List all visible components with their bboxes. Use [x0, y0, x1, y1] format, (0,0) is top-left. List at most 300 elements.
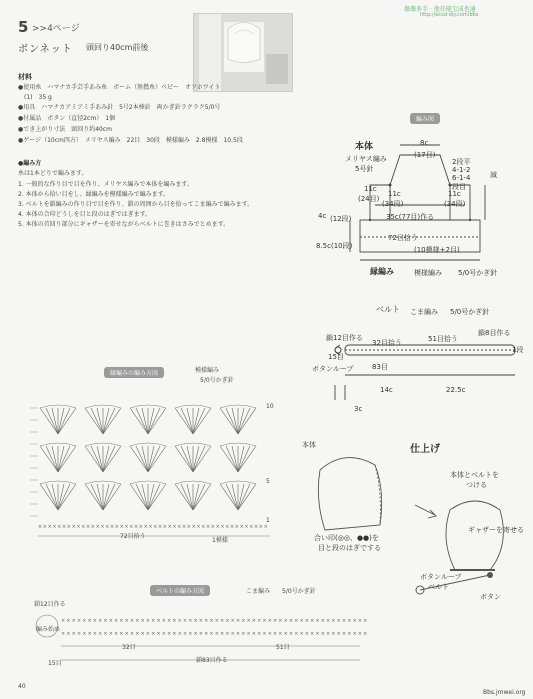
edge-chart-diagram [30, 388, 280, 548]
fan-arc-mark [175, 405, 211, 408]
fan-stitch-mark [58, 484, 70, 510]
watermark-url[interactable]: http://ecsd-diy.com/bbs [420, 12, 479, 18]
finishing-gather-note: ギャザーを寄せる [468, 526, 524, 534]
belt-stitch-mark: × [172, 618, 177, 624]
belt-stitch-mark: × [161, 618, 166, 624]
finishing-belt: ベルト [428, 583, 449, 591]
belt-stitch-mark: × [251, 618, 257, 624]
belt-stitch-mark: × [304, 631, 310, 637]
side-height: 11c [364, 185, 377, 193]
finishing-joint-2: 目と段のはぎでする [318, 544, 381, 552]
materials-line: ●用具 ハマナカアミアミ手あみ針 5号2本棒針 両かぎ針ラクラク5/0号 [18, 104, 221, 111]
fan-arc-mark [220, 405, 256, 408]
belt-chart-title: ベルトの編み方図 [150, 585, 210, 596]
method-heading: ●編み方 [18, 160, 42, 167]
fan-arc-mark [175, 443, 211, 446]
belt-stitch-mark: × [119, 618, 124, 624]
belt-stitch-mark: × [241, 631, 246, 637]
fan-stitch-mark [181, 484, 193, 510]
fan-stitch-mark [148, 484, 160, 510]
belt-stitch-mark: × [331, 618, 336, 624]
page-subtitle: 頭回り40cm前後 [86, 43, 149, 52]
materials-line: ●付属品 ボタン（直径2cm） 1個 [18, 115, 116, 122]
method-line: 2. 本体から拾い目をし、縁編みを模様編みで編みます。 [18, 191, 170, 198]
belt-stitch-mark: × [262, 631, 267, 637]
belt-stitch-mark: × [352, 631, 357, 637]
chain-stitch-mark: × [162, 524, 168, 530]
chain-stitch-mark: × [110, 524, 115, 530]
chain-stitch-mark: × [86, 524, 91, 530]
fan-stitch-mark [148, 446, 160, 472]
belt-stitch-mark: × [167, 618, 172, 624]
body-label: 本体 [355, 142, 374, 152]
belt-chart-loop: 編み始め [36, 626, 61, 633]
belt-stitch-mark: × [257, 631, 262, 637]
edge-chart-unit: 1模様 [212, 537, 228, 544]
fan-arc-mark [85, 443, 121, 446]
belt-stitch-mark: × [98, 631, 103, 637]
chain-stitch-mark: × [244, 524, 249, 530]
belt-stitch-mark: × [220, 631, 225, 637]
belt-stitch-mark: × [182, 618, 188, 624]
method-line: 5. 本体の首回り部分にギャザーを寄せながらベルトに巻きはさみでとめます。 [18, 221, 230, 228]
belt-stitch-mark: × [299, 631, 304, 637]
belt-stitch-mark: × [225, 618, 230, 624]
belt-stitch-mark: × [114, 631, 119, 637]
edge-pattern-count: (10模様+2目) [414, 246, 460, 254]
watermark-text: 薇薇多手 · 他佳能宝成也通 [404, 6, 476, 13]
edge-chart-row-5: 5 [266, 478, 270, 485]
fan-stitch-mark [103, 484, 115, 510]
belt-stitch-mark: × [267, 618, 272, 624]
belt-stitch-mark: × [341, 631, 347, 637]
fan-stitch-mark [58, 446, 70, 472]
edge-chart-pickup: 72目拾う [120, 533, 146, 540]
fan-stitch-mark [103, 408, 115, 434]
finishing-heading: 仕上げ [410, 444, 440, 455]
chain-stitch-mark: × [196, 524, 201, 530]
belt-stitch-mark: × [71, 631, 76, 637]
belt-stitch-mark: × [61, 631, 66, 637]
chain-stitch-mark: × [129, 524, 134, 530]
belt-stitch-mark: × [71, 618, 76, 624]
fan-arc-mark [130, 481, 166, 484]
belt-pickup-2: 51目拾う [428, 335, 458, 343]
belt-stitch-mark: × [251, 631, 257, 637]
belt-stitch-mark: × [320, 631, 325, 637]
belt-stitch-mark: × [214, 618, 219, 624]
fan-arc-mark [220, 481, 256, 484]
fan-stitch-mark [181, 408, 193, 434]
fan-stitch-mark [91, 446, 103, 472]
chain-stitch-mark: × [57, 524, 62, 530]
belt-stitch-mark: × [283, 618, 288, 624]
chain-stitch-mark: × [249, 524, 254, 530]
belt-stitch-mark: × [214, 631, 219, 637]
decrease-step: 6-1-4 [452, 174, 471, 182]
belt-chart-start: 鎖12目作る [34, 601, 66, 608]
fan-stitch-mark [238, 484, 250, 510]
belt-stitch-mark: × [299, 618, 304, 624]
finishing-note-1: 本体とベルトを [450, 471, 499, 479]
belt-stitch-mark: × [156, 618, 161, 624]
belt-stitch-mark: × [225, 631, 230, 637]
fan-arc-mark [85, 481, 121, 484]
fan-arc-mark [40, 405, 76, 408]
fan-stitch-mark [193, 484, 205, 510]
belt-stitch-mark: × [273, 631, 278, 637]
edge-chart-row-1: 1 [266, 517, 270, 524]
belt-stitch-mark: × [304, 618, 310, 624]
belt-stitch-mark: × [182, 631, 188, 637]
belt-stitch-mark: × [140, 618, 145, 624]
belt-stitch-mark: × [156, 631, 161, 637]
belt-chain-left: 鎖12目作る [326, 334, 363, 342]
belt-chart-c: 15目 [48, 660, 62, 667]
belt-stitch-mark: × [129, 631, 135, 637]
finishing-body-label: 本体 [302, 441, 316, 449]
belt-stitch-mark: × [124, 631, 129, 637]
belt-chain-right: 鎖8目作る [478, 329, 511, 337]
belt-stitch-mark: × [198, 618, 204, 624]
inner-rows: (34段) [382, 200, 404, 208]
belt-chart-stitch: こま編み [246, 588, 271, 595]
belt-stitch-mark: × [145, 618, 151, 624]
fan-stitch-mark [103, 446, 115, 472]
belt-stitch-mark: × [66, 618, 71, 624]
belt-stitch-mark: × [294, 618, 299, 624]
decrease-heading: 減 [490, 171, 497, 179]
belt-stitch-mark: × [204, 631, 209, 637]
belt-stitch-mark: × [82, 631, 87, 637]
body-needle-label: 5号針 [355, 165, 374, 173]
belt-needle: 5/0号かぎ針 [450, 308, 490, 316]
chain-stitch-mark: × [153, 524, 158, 530]
belt-stitch-mark: × [114, 618, 119, 624]
belt-stitch-mark: × [172, 631, 177, 637]
belt-stitch-mark: × [209, 618, 214, 624]
belt-stitch-mark: × [98, 618, 103, 624]
chain-stitch-mark: × [177, 524, 182, 530]
materials-line: (1) 35 g [18, 94, 52, 101]
chain-stitch-mark: × [148, 524, 153, 530]
fan-stitch-mark [148, 408, 160, 434]
belt-stitch-mark: × [167, 631, 172, 637]
chain-stitch-mark: × [47, 524, 52, 530]
fan-stitch-mark [91, 408, 103, 434]
belt-pickup-3: 15目 [328, 353, 344, 361]
bonnet-photo [193, 13, 293, 92]
right-height: 11c [448, 190, 461, 198]
side-rows: (24目) [358, 195, 380, 203]
belt-stitch-mark: × [129, 618, 135, 624]
belt-width-2: 22.5c [446, 386, 466, 394]
decrease-step: 4-1-2 [452, 166, 471, 174]
belt-stitch-mark: × [188, 618, 193, 624]
belt-stitch-mark: × [230, 618, 235, 624]
fan-arc-mark [130, 405, 166, 408]
chain-stitch-mark: × [172, 524, 177, 530]
fan-stitch-mark [226, 408, 238, 434]
chain-stitch-mark: × [66, 524, 72, 530]
fan-stitch-mark [136, 408, 148, 434]
belt-pickup-1: 32目拾う [372, 339, 402, 347]
belt-stitch-mark: × [326, 618, 331, 624]
belt-stitch-mark: × [363, 618, 368, 624]
chain-stitch-mark: × [258, 524, 264, 530]
materials-line: ●使用糸 ハマナカ手芸手あみ糸 ボーム（無撚糸）ベビー オフホワイト [18, 84, 221, 91]
chain-stitch-mark: × [114, 524, 120, 530]
finishing-joint-1: 合い印(◎◎、●●)を [314, 534, 379, 542]
pickup-label: 72目拾う [388, 234, 418, 242]
belt-stitch-mark: × [151, 631, 156, 637]
belt-stitch-mark: × [230, 631, 235, 637]
belt-stitch-mark: × [341, 618, 347, 624]
edge-needle-label: 5/0号かぎ針 [458, 269, 498, 277]
chain-stitch-mark: × [225, 524, 230, 530]
belt-stitch-mark: × [315, 631, 320, 637]
belt-stitch-mark: × [66, 631, 71, 637]
materials-heading: 材料 [18, 73, 32, 81]
belt-stitch-mark: × [61, 618, 66, 624]
belt-stitch-mark: × [92, 618, 98, 624]
belt-stitch-mark: × [235, 618, 241, 624]
belt-stitch-mark: × [76, 618, 82, 624]
belt-chart-needle: 5/0号かぎ針 [282, 588, 316, 595]
belt-stitch-mark: × [145, 631, 151, 637]
page-title: ボンネット [18, 44, 73, 55]
belt-stitch-mark: × [108, 618, 113, 624]
fan-stitch-mark [226, 446, 238, 472]
fan-stitch-mark [46, 408, 58, 434]
belt-label: ベルト [376, 305, 400, 314]
belt-stitch-mark: × [135, 631, 140, 637]
chain-stitch-mark: × [201, 524, 206, 530]
belt-stitch-mark: × [108, 631, 113, 637]
belt-stitch-mark: × [336, 618, 341, 624]
pattern-number: 5 [18, 18, 29, 36]
chain-stitch-mark: × [230, 524, 235, 530]
belt-stitch-mark: × [76, 631, 82, 637]
belt-stitch-mark: × [87, 631, 92, 637]
belt-chart-b: 51目 [276, 644, 290, 651]
belt-stitch-mark: × [288, 618, 294, 624]
belt-stitch-mark: × [310, 618, 315, 624]
chain-stitch-mark: × [119, 524, 124, 530]
edge-chart-pattern: 模様編み [195, 367, 220, 374]
belt-stitch-mark: × [87, 618, 92, 624]
fan-stitch-mark [193, 408, 205, 434]
fan-stitch-mark [136, 446, 148, 472]
left-rows: (12段) [330, 215, 352, 223]
belt-stitch-mark: × [315, 618, 320, 624]
fan-stitch-mark [238, 446, 250, 472]
belt-stitch-mark: × [177, 618, 182, 624]
belt-stitch-mark: × [140, 631, 145, 637]
belt-stitch-mark: × [310, 631, 315, 637]
chain-stitch-mark: × [38, 524, 43, 530]
fan-arc-mark [175, 481, 211, 484]
belt-stitch-mark: × [193, 618, 198, 624]
belt-stitch-mark: × [235, 631, 241, 637]
belt-stitch-mark: × [357, 618, 363, 624]
fan-stitch-mark [91, 484, 103, 510]
belt-stitch-mark: × [124, 618, 129, 624]
belt-stitch-mark: × [336, 631, 341, 637]
belt-stitch: こま編み [410, 308, 438, 316]
middle-width: 35c(77目)作る [386, 213, 435, 221]
belt-stitch-mark: × [278, 631, 283, 637]
chain-stitch-mark: × [62, 524, 67, 530]
chain-stitch-mark: × [239, 524, 244, 530]
fan-arc-mark [85, 405, 121, 408]
belt-stitch-mark: × [204, 618, 209, 624]
fan-stitch-mark [238, 408, 250, 434]
chain-stitch-mark: × [81, 524, 86, 530]
fan-stitch-mark [136, 484, 148, 510]
right-rows: (34段) [444, 200, 466, 208]
belt-stitch-mark: × [198, 631, 204, 637]
belt-stitch-mark: × [283, 631, 288, 637]
belt-stitch-mark: × [188, 631, 193, 637]
belt-stitch-mark: × [331, 631, 336, 637]
chain-stitch-mark: × [138, 524, 144, 530]
decrease-label: 2段平 [452, 158, 471, 166]
belt-stitch-mark: × [241, 618, 246, 624]
belt-stitch-mark: × [103, 618, 108, 624]
belt-stitch-mark: × [151, 618, 156, 624]
chain-stitch-mark: × [215, 524, 220, 530]
method-line: 糸は1本どりで編みます。 [18, 170, 88, 177]
finishing-button: ボタン [480, 593, 501, 601]
chain-stitch-mark: × [234, 524, 240, 530]
chain-stitch-mark: × [42, 524, 48, 530]
finishing-button-loop: ボタンループ [420, 573, 462, 581]
chain-stitch-mark: × [105, 524, 110, 530]
belt-stitch-mark: × [363, 631, 368, 637]
edge-pattern-label: 模様編み [414, 269, 442, 277]
belt-chart-d: 鎖83目作る [196, 657, 228, 664]
belt-stitch-mark: × [347, 618, 352, 624]
belt-stitch-mark: × [347, 631, 352, 637]
top-stitches: (17目) [414, 151, 436, 159]
belt-stitch-mark: × [119, 631, 124, 637]
belt-stitch-mark: × [246, 618, 251, 624]
chain-stitch-mark: × [158, 524, 163, 530]
fan-arc-mark [220, 443, 256, 446]
belt-stitch-mark: × [357, 631, 363, 637]
chain-stitch-mark: × [134, 524, 139, 530]
belt-stitch-mark: × [209, 631, 214, 637]
belt-stitch-mark: × [177, 631, 182, 637]
belt-stitch-mark: × [161, 631, 166, 637]
belt-stitch-mark: × [288, 631, 294, 637]
decrease-step: 段目 [452, 183, 466, 191]
fan-stitch-mark [181, 446, 193, 472]
belt-stitch-mark: × [326, 631, 331, 637]
finishing-note-2: つける [466, 481, 487, 489]
footer-site[interactable]: Bbs.jmwei.org [483, 689, 526, 696]
edge-chart-needle: 5/0号かぎ針 [200, 377, 234, 384]
belt-stitch-mark: × [262, 618, 267, 624]
chain-stitch-mark: × [52, 524, 57, 530]
belt-side-rows: 1段 [512, 346, 524, 354]
belt-stitch-mark: × [257, 618, 262, 624]
belt-stitch-mark: × [246, 631, 251, 637]
edge-label: 縁編み [370, 267, 394, 276]
belt-height: 3c [354, 405, 363, 413]
fan-stitch-mark [58, 408, 70, 434]
fan-stitch-mark [46, 446, 58, 472]
edge-chart-row-10: 10 [266, 403, 274, 410]
body-diagram [300, 125, 525, 285]
materials-line: ●でき上がり寸法 頭回り約40cm [18, 126, 113, 133]
body-stitch-label: メリヤス編み [345, 155, 387, 163]
chain-stitch-mark: × [90, 524, 96, 530]
belt-stitch-mark: × [92, 631, 98, 637]
chain-stitch-mark: × [167, 524, 172, 530]
chain-stitch-mark: × [220, 524, 225, 530]
edge-chart-title: 縁編みの編み方図 [104, 367, 164, 378]
belt-chart-diagram [25, 608, 368, 668]
belt-pickup-4: 83目 [372, 363, 388, 371]
belt-chart-a: 32目 [122, 644, 136, 651]
inner-height: 11c [388, 190, 401, 198]
top-width: 8c [420, 139, 429, 147]
left-height: 4c [318, 212, 327, 220]
belt-button-loop: ボタンループ [312, 365, 354, 373]
diagram-label: 編み図 [410, 113, 440, 124]
fan-stitch-mark [46, 484, 58, 510]
fan-stitch-mark [193, 446, 205, 472]
materials-line: ●ゲージ（10cm四方） メリヤス編み 22目 30段 模様編み 2.8模様 10.5段 [18, 137, 243, 144]
chain-stitch-mark: × [71, 524, 76, 530]
chain-stitch-mark: × [76, 524, 81, 530]
belt-stitch-mark: × [320, 618, 325, 624]
chain-stitch-mark: × [263, 524, 268, 530]
page-reference-link[interactable]: >>4ページ [32, 24, 80, 34]
method-line: 4. 本体の合印どうしを目と段のはぎではぎます。 [18, 211, 152, 218]
belt-stitch-mark: × [220, 618, 225, 624]
chain-stitch-mark: × [143, 524, 148, 530]
belt-stitch-mark: × [193, 631, 198, 637]
chain-stitch-mark: × [182, 524, 187, 530]
chain-stitch-mark: × [191, 524, 196, 530]
belt-stitch-mark: × [273, 618, 278, 624]
fan-stitch-mark [226, 484, 238, 510]
fan-arc-mark [130, 443, 166, 446]
belt-stitch-mark: × [294, 631, 299, 637]
page-number: 40 [18, 683, 26, 690]
belt-stitch-mark: × [135, 618, 140, 624]
chain-stitch-mark: × [210, 524, 216, 530]
method-line: 1. 一般的な作り目で目を作り、メリヤス編みで本体を編みます。 [18, 181, 193, 188]
belt-stitch-mark: × [267, 631, 272, 637]
chain-stitch-mark: × [124, 524, 129, 530]
fan-arc-mark [40, 481, 76, 484]
chain-stitch-mark: × [100, 524, 105, 530]
bonnet-photo-image [194, 14, 292, 91]
belt-stitch-mark: × [352, 618, 357, 624]
belt-stitch-mark: × [103, 631, 108, 637]
belt-stitch-mark: × [278, 618, 283, 624]
chain-stitch-mark: × [95, 524, 100, 530]
method-line: 3. ベルトを鎖編みの作り目で目を作り、鎖の周囲から目を拾ってこま編みで編みます。 [18, 201, 254, 208]
chain-stitch-mark: × [254, 524, 259, 530]
fan-arc-mark [40, 443, 76, 446]
belt-width-1: 14c [380, 386, 393, 394]
belt-stitch-mark: × [82, 618, 87, 624]
